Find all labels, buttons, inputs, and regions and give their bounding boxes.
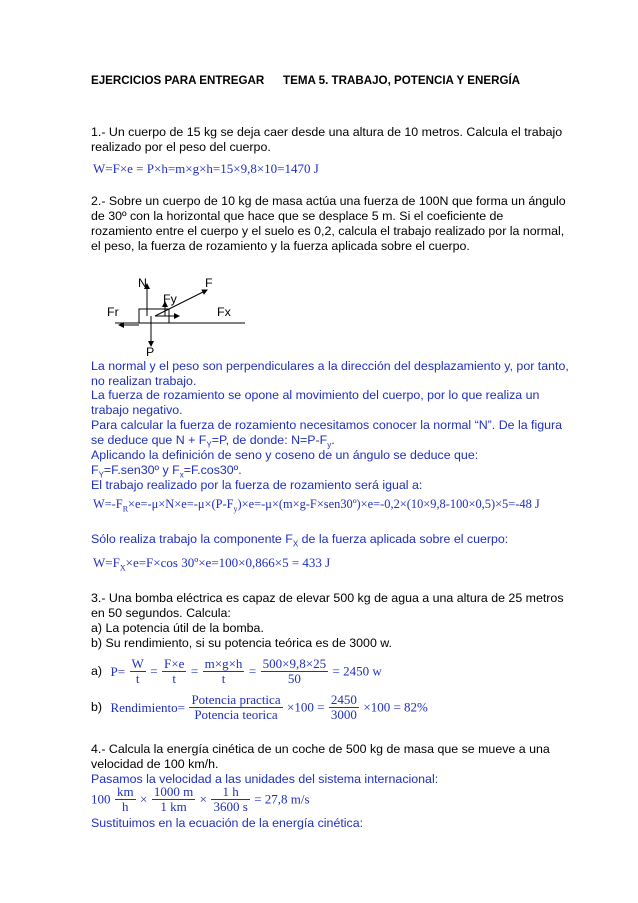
explain-line-9: El trabajo realizado por la fuerza de rozamiento será igual a: xyxy=(91,478,423,492)
ex2-line-3: rozamiento entre el cuerpo y el suelo es 0,2, calcula el trabajo realizado por la normal, xyxy=(91,224,565,238)
efficiency-equation: b) Rendimiento= $\frac{\text{Potencia practica}}{\text{Potencia teorica}}$ ×100 = $\frac{2450}{3000}$ ×100 = 82% xyxy=(91,692,428,722)
ex3-line-3: a) La potencia útil de la bomba. xyxy=(91,621,264,635)
label-n: N xyxy=(138,276,147,290)
explain-line-6: se deduce que $N + F_Y=P$, de donde: $N=P-F_y$. xyxy=(91,433,335,450)
label-p: P xyxy=(146,345,155,359)
ex3-line-2: en 50 segundos. Calcula: xyxy=(91,606,231,620)
force-diagram xyxy=(95,272,255,362)
explain-line-3: La fuerza de rozamiento se opone al movimiento del cuerpo, por lo que realiza un xyxy=(91,388,540,402)
ex3-line-1: 3.- Una bomba eléctrica es capaz de elevar 500 kg de agua a una altura de 25 metros xyxy=(91,591,564,605)
friction-work-equation: $W=-F_R\times e=-\mu\times N\times e=-\mu\times(P-F_y)\times e=-\mu\times(m\times g-F\times sen30º)\times e=-0,2\times(10\times 9,8-100\times 0,5)\times 5=-48$ J xyxy=(93,497,540,514)
explain-line-2: no realizan trabajo. xyxy=(91,374,197,388)
power-equation: a) P= $\frac{W}{t}$ = $\frac{F\times e}{t}$ = $\frac{m\times g\times h}{t}$ = $\frac{500\times 9,8\times 25}{50}$ = 2450 w xyxy=(91,656,382,686)
ex1-equation: W=F×e = P×h=m×g×h=15×9,8×10=1470 J xyxy=(93,161,319,176)
label-fr: Fr xyxy=(107,305,119,319)
explain-line-8: $F_Y=F.sen30º$ y $F_x=F.\cos 30º$. xyxy=(91,463,242,480)
applied-work-equation: $W=F_X\times e=F\times\cos$ 30º×e=100×0,866×5 = 433 J xyxy=(93,555,331,573)
explain-line-4: trabajo negativo. xyxy=(91,403,183,417)
label-f: F xyxy=(205,276,213,290)
velocity-conversion-equation: 100 $\frac{km}{h}$ × $\frac{1000 m}{1 km}$ × $\frac{1 h}{3600 s}$ = 27,8 m/s xyxy=(91,784,310,814)
ex3-line-4: b) Su rendimiento, si su potencia teórica es de 3000 w. xyxy=(91,636,392,650)
explain-line-7: Aplicando la definición de seno y coseno de un ángulo se deduce que: xyxy=(91,448,479,462)
ex2-line-1: 2.- Sobre un cuerpo de 10 kg de masa actúa una fuerza de 100N que forma un ángulo xyxy=(91,194,566,208)
explain-line-1: La normal y el peso son perpendiculares a la dirección del desplazamiento y, por tanto, xyxy=(91,359,569,373)
ex4-line-2: velocidad de 100 km/h. xyxy=(91,757,219,771)
ex4-blue-2: Sustituimos en la ecuación de la energía cinética: xyxy=(91,816,364,830)
ex2-line-2: de 30º con la horizontal que hace que se desplace 5 m. Si el coeficiente de xyxy=(91,209,504,223)
ex1-line-1: 1.- Un cuerpo de 15 kg se deja caer desde una altura de 10 metros. Calcula el trabajo xyxy=(91,125,563,139)
ex1-line-2: realizado por el peso del cuerpo. xyxy=(91,140,271,154)
ex4-blue-1: Pasamos la velocidad a las unidades del sistema internacional: xyxy=(91,772,439,786)
explain-line-5: Para calcular la fuerza de rozamiento necesitamos conocer la normal “N”. De la figura xyxy=(91,418,563,432)
ex2-line-4: el peso, la fuerza de rozamiento y la fuerza aplicada sobre el cuerpo. xyxy=(91,239,470,253)
label-fx: Fx xyxy=(217,305,231,319)
label-fy: Fy xyxy=(163,292,177,306)
header-left: EJERCICIOS PARA ENTREGAR xyxy=(91,74,265,87)
ex4-line-1: 4.- Calcula la energía cinética de un coche de 500 kg de masa que se mueve a una xyxy=(91,742,550,756)
fx-sentence: Sólo realiza trabajo la componente $F_X$ de la fuerza aplicada sobre el cuerpo: xyxy=(91,532,509,549)
header-right: TEMA 5. TRABAJO, POTENCIA Y ENERGÍA xyxy=(283,74,521,87)
